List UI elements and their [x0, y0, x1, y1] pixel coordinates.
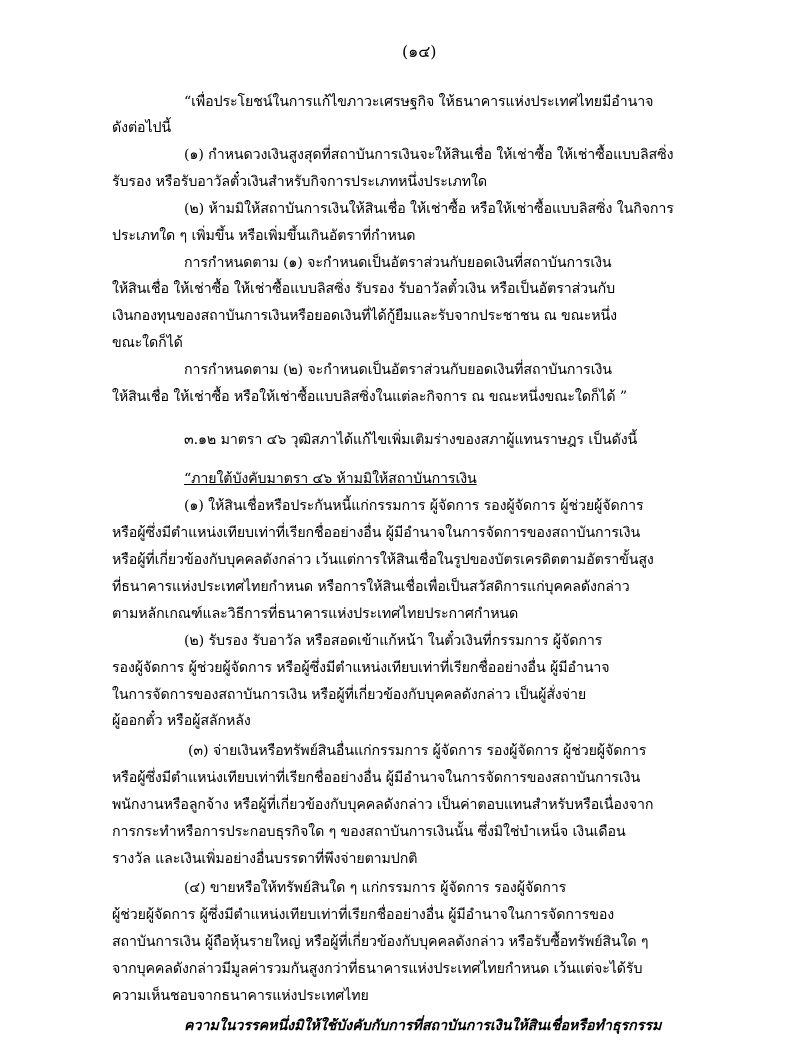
underlined-prefix: “ภายใต้ [184, 471, 233, 487]
text-line: ความเห็นชอบจากธนาคารแห่งประเทศไทย [112, 988, 369, 1004]
text-line-bold-italic: ความในวรรคหนึ่งมิให้ใช้บังคับกับการที่สถาบันการเงินให้สินเชื่อหรือทำธุรกรรม [184, 1018, 662, 1034]
page-number: (๑๔) [402, 42, 437, 61]
text-line: ผู้ออกตั๋ว หรือผู้สลักหลัง [112, 713, 251, 729]
text-line: ในการจัดการของสถาบันการเงิน หรือผู้ที่เกี่ยวข้องกับบุคคลดังกล่าว เป็นผู้สั่งจ่าย [112, 687, 587, 703]
text-line: ประเภทใด ๆ เพิ่มขึ้น หรือเพิ่มขึ้นเกินอัตราที่กำหนด [112, 228, 416, 244]
text-line: การกำหนดตาม (๑) จะกำหนดเป็นอัตราส่วนกับยอดเงินที่สถาบันการเงิน [184, 255, 612, 271]
text-line: ที่ธนาคารแห่งประเทศไทยกำหนด หรือการให้สินเชื่อเพื่อเป็นสวัสดิการแก่บุคคลดังกล่าว [112, 579, 630, 595]
text-line: จากบุคคลดังกล่าวมีมูลค่ารวมกันสูงกว่าที่ธนาคารแห่งประเทศไทยกำหนด เว้นแต่จะได้รับ [112, 961, 643, 977]
text-line: หรือผู้ซึ่งมีตำแหน่งเทียบเท่าที่เรียกชื่ออย่างอื่น ผู้มีอำนาจในการจัดการของสถาบันการเงิน [112, 525, 641, 541]
text-line: ตามหลักเกณฑ์และวิธีการที่ธนาคารแห่งประเทศไทยประกาศกำหนด [112, 606, 519, 622]
text-line: สถาบันการเงิน ผู้ถือหุ้นรายใหญ่ หรือผู้ที่เกี่ยวข้องกับบุคคลดังกล่าว หรือรับซื้อทรัพย์สินใด ๆ [112, 934, 649, 950]
text-line: (๒) รับรอง รับอาวัล หรือสอดเข้าแก้หน้า ในตั๋วเงินที่กรรมการ ผู้จัดการ [184, 633, 603, 649]
text-line: หรือผู้ที่เกี่ยวข้องกับบุคคลดังกล่าว เว้นแต่การให้สินเชื่อในรูปของบัตรเครดิตตามอัตราขั้นสูง [112, 552, 654, 568]
text-line: เงินกองทุนของสถาบันการเงินหรือยอดเงินที่ได้กู้ยืมและรับจากประชาชน ณ ขณะหนึ่ง [112, 308, 617, 324]
text-line: “เพื่อประโยชน์ในการแก้ไขภาวะเศรษฐกิจ ให้ธนาคารแห่งประเทศไทยมีอำนาจ [184, 94, 654, 110]
text-line: ดังต่อไปนี้ [112, 120, 172, 136]
text-line: (๑) ให้สินเชื่อหรือประกันหนี้แก่กรรมการ ผู้จัดการ รองผู้จัดการ ผู้ช่วยผู้จัดการ [184, 498, 644, 514]
text-line: หรือผู้ซึ่งมีตำแหน่งเทียบเท่าที่เรียกชื่ออย่างอื่น ผู้มีอำนาจในการจัดการของสถาบันการเงิน [112, 770, 641, 786]
text-line: รางวัล และเงินเพิ่มอย่างอื่นบรรดาที่พึงจ่ายตามปกติ [112, 851, 418, 867]
text-line: การกำหนดตาม (๒) จะกำหนดเป็นอัตราส่วนกับยอดเงินที่สถาบันการเงิน [184, 362, 612, 378]
text-line: (๓) จ่ายเงินหรือทรัพย์สินอื่นแก่กรรมการ ผู้จัดการ รองผู้จัดการ ผู้ช่วยผู้จัดการ [188, 743, 647, 759]
text-line: ให้สินเชื่อ ให้เช่าซื้อ ให้เช่าซื้อแบบลิสซิ่ง รับรอง รับอาวัลตั๋วเงิน หรือเป็นอัตราส่วนกับ [112, 281, 616, 297]
text-line: ผู้ช่วยผู้จัดการ ผู้ซึ่งมีตำแหน่งเทียบเท่าที่เรียกชื่ออย่างอื่น ผู้มีอำนาจในการจัดการของ [112, 907, 615, 923]
text-line: การกระทำหรือการประกอบธุรกิจใด ๆ ของสถาบันการเงินนั้น ซึ่งมิใช่บำเหน็จ เงินเดือน [112, 824, 626, 840]
text-line-rest: บังคับมาตรา ๔๖ ห้ามมิให้สถาบันการเงิน [232, 471, 477, 487]
text-line: พนักงานหรือลูกจ้าง หรือผู้ที่เกี่ยวข้องกับบุคคลดังกล่าว เป็นค่าตอบแทนสำหรับหรือเนื่องจาก [112, 797, 654, 813]
text-line: (๒) ห้ามมิให้สถาบันการเงินให้สินเชื่อ ให้เช่าซื้อ หรือให้เช่าซื้อแบบลิสซิ่ง ในกิจการ [184, 201, 674, 217]
text-line [184, 469, 477, 489]
text-line: ขณะใดก็ได้ [112, 335, 183, 351]
text-line: รับรอง หรือรับอาวัลตั๋วเงินสำหรับกิจการประเภทหนึ่งประเภทใด [112, 174, 487, 190]
text-line: (๑) กำหนดวงเงินสูงสุดที่สถาบันการเงินจะให้สินเชื่อ ให้เช่าซื้อ ให้เช่าซื้อแบบลิสซิ่ง [184, 147, 674, 163]
text-line: รองผู้จัดการ ผู้ช่วยผู้จัดการ หรือผู้ซึ่งมีตำแหน่งเทียบเท่าที่เรียกชื่ออย่างอื่น ผู้มีอำนาจ [112, 660, 610, 676]
section-heading: ๓.๑๒ มาตรา ๔๖ วุฒิสภาได้แก้ไขเพิ่มเติมร่างของสภาผู้แทนราษฎร เป็นดังนี้ [184, 432, 638, 448]
text-line: ให้สินเชื่อ ให้เช่าซื้อ หรือให้เช่าซื้อแบบลิสซิ่งในแต่ละกิจการ ณ ขณะหนึ่งขณะใดก็ได้ ” [112, 389, 628, 405]
text-line: (๔) ขายหรือให้ทรัพย์สินใด ๆ แก่กรรมการ ผู้จัดการ รองผู้จัดการ [184, 880, 567, 896]
